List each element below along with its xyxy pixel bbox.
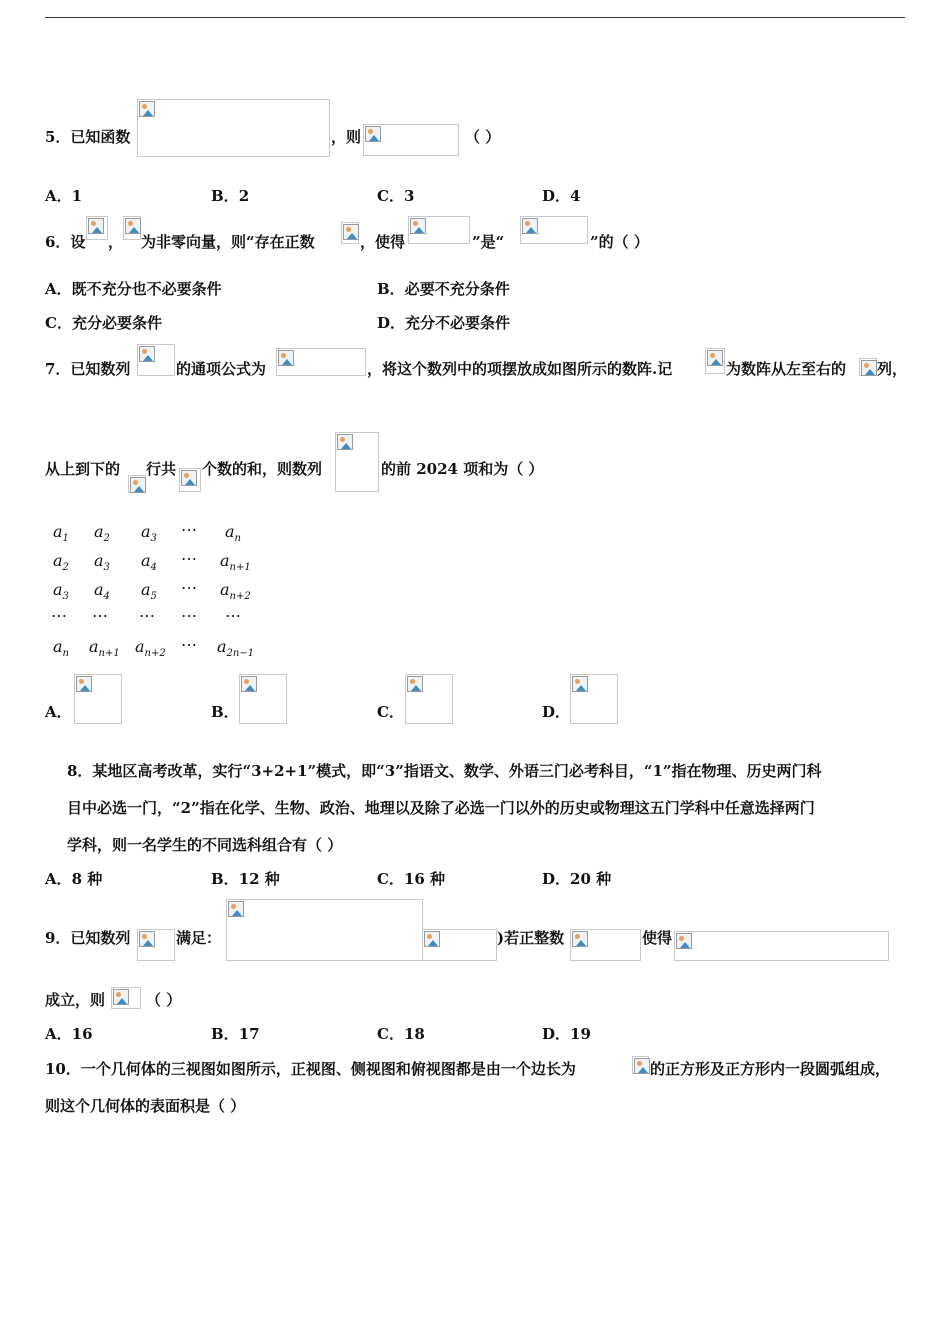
- q7-text: 个数的和，则数列: [202, 460, 323, 478]
- matrix-cell: $a_2$: [94, 522, 110, 545]
- matrix-cell: $a_3$: [141, 522, 157, 545]
- q5-stem-prefix: 5．已知函数: [45, 128, 131, 146]
- formula-image-placeholder: [705, 348, 725, 374]
- q7-text: 从上到下的: [45, 460, 121, 478]
- q7-text: 列，: [877, 360, 908, 378]
- q8-line-3: 学科，则一名学生的不同选科组合有（ ）: [67, 836, 343, 854]
- q10-text: 的正方形及正方形内一段圆弧组成，: [650, 1060, 891, 1078]
- matrix-cell: $a_{2n-1}$: [217, 637, 255, 660]
- formula-image-placeholder: [408, 216, 470, 244]
- matrix-cell: $a_n$: [225, 522, 241, 545]
- broken-image-icon: [707, 350, 723, 366]
- formula-image-placeholder: [335, 432, 379, 492]
- broken-image-icon: [139, 346, 155, 362]
- q5-option-b[interactable]: B．2: [211, 187, 250, 205]
- matrix-cell: ⋯: [181, 520, 197, 539]
- q8-option-a[interactable]: A．8 种: [45, 870, 103, 888]
- q7-text: 行共: [146, 460, 177, 478]
- matrix-cell: ⋯: [181, 606, 197, 625]
- q5-stem-mid: ，则: [331, 128, 362, 146]
- q6-text: ”是“: [472, 233, 505, 251]
- broken-image-icon: [130, 477, 146, 493]
- matrix-cell: ⋯: [181, 549, 197, 568]
- broken-image-icon: [139, 931, 155, 947]
- formula-image-placeholder: [128, 475, 146, 493]
- formula-image-placeholder: [179, 468, 201, 492]
- option-image-placeholder: [74, 674, 122, 724]
- broken-image-icon: [572, 676, 588, 692]
- q6-text: ，: [108, 233, 124, 251]
- q9-option-c[interactable]: C．18: [377, 1025, 425, 1043]
- q5-option-c[interactable]: C．3: [377, 187, 415, 205]
- formula-image-placeholder: [276, 348, 366, 376]
- q9-text: 成立，则: [45, 991, 106, 1009]
- q8-line-1: 8．某地区高考改革，实行“3+2+1”模式，即“3”指语文、数学、外语三门必考科目，“1”指在物理、历史两门科: [67, 762, 822, 780]
- q8-option-b[interactable]: B．12 种: [211, 870, 280, 888]
- matrix-cell: $a_{n+2}$: [220, 580, 251, 603]
- q6-option-a[interactable]: A．既不充分也不必要条件: [45, 280, 222, 298]
- formula-image-placeholder: [226, 899, 423, 961]
- formula-image-placeholder: [123, 216, 141, 240]
- q6-text: 6．设: [45, 233, 86, 251]
- broken-image-icon: [228, 901, 244, 917]
- q7-option-d[interactable]: D．: [542, 703, 571, 721]
- formula-image-placeholder: [674, 931, 889, 961]
- broken-image-icon: [634, 1058, 650, 1074]
- formula-image-placeholder: [111, 987, 141, 1009]
- q6-option-b[interactable]: B．必要不充分条件: [377, 280, 510, 298]
- matrix-cell: $a_{n+1}$: [89, 637, 120, 660]
- matrix-cell: $a_3$: [53, 580, 69, 603]
- q6-text: ”的（ ）: [590, 233, 649, 251]
- formula-image-placeholder: [632, 1056, 649, 1074]
- broken-image-icon: [861, 360, 877, 376]
- broken-image-icon: [424, 931, 440, 947]
- q8-option-c[interactable]: C．16 种: [377, 870, 446, 888]
- q8-line-2: 目中必选一门，“2”指在化学、生物、政治、地理以及除了必选一门以外的历史或物理这五门学科中任意选择两门: [67, 799, 815, 817]
- broken-image-icon: [113, 989, 129, 1005]
- q7-text: ，将这个数列中的项摆放成如图所示的数阵.记: [367, 360, 673, 378]
- q7-text: 的通项公式为: [176, 360, 267, 378]
- q9-text: 使得: [642, 929, 673, 947]
- matrix-cell: $a_2$: [53, 551, 69, 574]
- broken-image-icon: [181, 470, 197, 486]
- q5-stem-suffix: （ ）: [465, 128, 501, 146]
- broken-image-icon: [278, 350, 294, 366]
- q7-option-b[interactable]: B．: [211, 703, 239, 721]
- broken-image-icon: [522, 218, 538, 234]
- option-image-placeholder: [570, 674, 618, 724]
- matrix-cell: ⋯: [51, 606, 67, 625]
- q6-text: 为非零向量，则“存在正数: [141, 233, 315, 251]
- q7-text: 7．已知数列: [45, 360, 131, 378]
- broken-image-icon: [125, 218, 141, 234]
- header-rule: [45, 17, 905, 18]
- q9-option-b[interactable]: B．17: [211, 1025, 260, 1043]
- matrix-cell: $a_4$: [94, 580, 110, 603]
- q10-text: 10．一个几何体的三视图如图所示，正视图、侧视图和俯视图都是由一个边长为: [45, 1060, 576, 1078]
- q9-text: （ ）: [146, 991, 182, 1009]
- formula-image-placeholder: [422, 929, 497, 961]
- formula-image-placeholder: [570, 929, 641, 961]
- q9-option-d[interactable]: D．19: [542, 1025, 591, 1043]
- broken-image-icon: [139, 101, 155, 117]
- broken-image-icon: [572, 931, 588, 947]
- matrix-cell: $a_5$: [141, 580, 157, 603]
- q9-text: )若正整数: [497, 929, 565, 947]
- matrix-cell: ⋯: [181, 635, 197, 654]
- matrix-cell: $a_{n+2}$: [135, 637, 166, 660]
- q9-option-a[interactable]: A．16: [45, 1025, 93, 1043]
- broken-image-icon: [343, 224, 359, 240]
- formula-image-placeholder: [859, 358, 877, 376]
- formula-image-placeholder: [137, 99, 330, 157]
- q7-text: 的前 2024 项和为（ ）: [381, 460, 544, 478]
- broken-image-icon: [676, 933, 692, 949]
- formula-image-placeholder: [341, 222, 359, 244]
- matrix-cell: $a_4$: [141, 551, 157, 574]
- q9-text: 9．已知数列: [45, 929, 131, 947]
- matrix-cell: $a_3$: [94, 551, 110, 574]
- q6-option-c[interactable]: C．充分必要条件: [45, 314, 162, 332]
- broken-image-icon: [365, 126, 381, 142]
- formula-image-placeholder: [363, 124, 459, 156]
- q7-text: 为数阵从左至右的: [726, 360, 847, 378]
- q5-option-d[interactable]: D．4: [542, 187, 581, 205]
- matrix-cell: $a_1$: [53, 522, 69, 545]
- q10-text: 则这个几何体的表面积是（ ）: [45, 1097, 246, 1115]
- broken-image-icon: [407, 676, 423, 692]
- q7-option-a[interactable]: A．: [45, 703, 72, 721]
- formula-image-placeholder: [137, 929, 175, 961]
- broken-image-icon: [410, 218, 426, 234]
- q7-option-c[interactable]: C．: [377, 703, 404, 721]
- formula-image-placeholder: [137, 344, 175, 376]
- matrix-cell: ⋯: [92, 606, 108, 625]
- broken-image-icon: [76, 676, 92, 692]
- formula-image-placeholder: [86, 216, 108, 240]
- q9-text: 满足：: [176, 929, 222, 947]
- q6-option-d[interactable]: D．充分不必要条件: [377, 314, 511, 332]
- broken-image-icon: [88, 218, 104, 234]
- matrix-cell: $a_n$: [53, 637, 69, 660]
- matrix-cell: ⋯: [139, 606, 155, 625]
- broken-image-icon: [337, 434, 353, 450]
- option-image-placeholder: [405, 674, 453, 724]
- matrix-cell: $a_{n+1}$: [220, 551, 251, 574]
- matrix-cell: ⋯: [181, 578, 197, 597]
- broken-image-icon: [241, 676, 257, 692]
- formula-image-placeholder: [520, 216, 588, 244]
- q6-text: ，使得: [360, 233, 406, 251]
- q5-option-a[interactable]: A．1: [45, 187, 83, 205]
- option-image-placeholder: [239, 674, 287, 724]
- matrix-cell: ⋯: [225, 606, 241, 625]
- q8-option-d[interactable]: D．20 种: [542, 870, 612, 888]
